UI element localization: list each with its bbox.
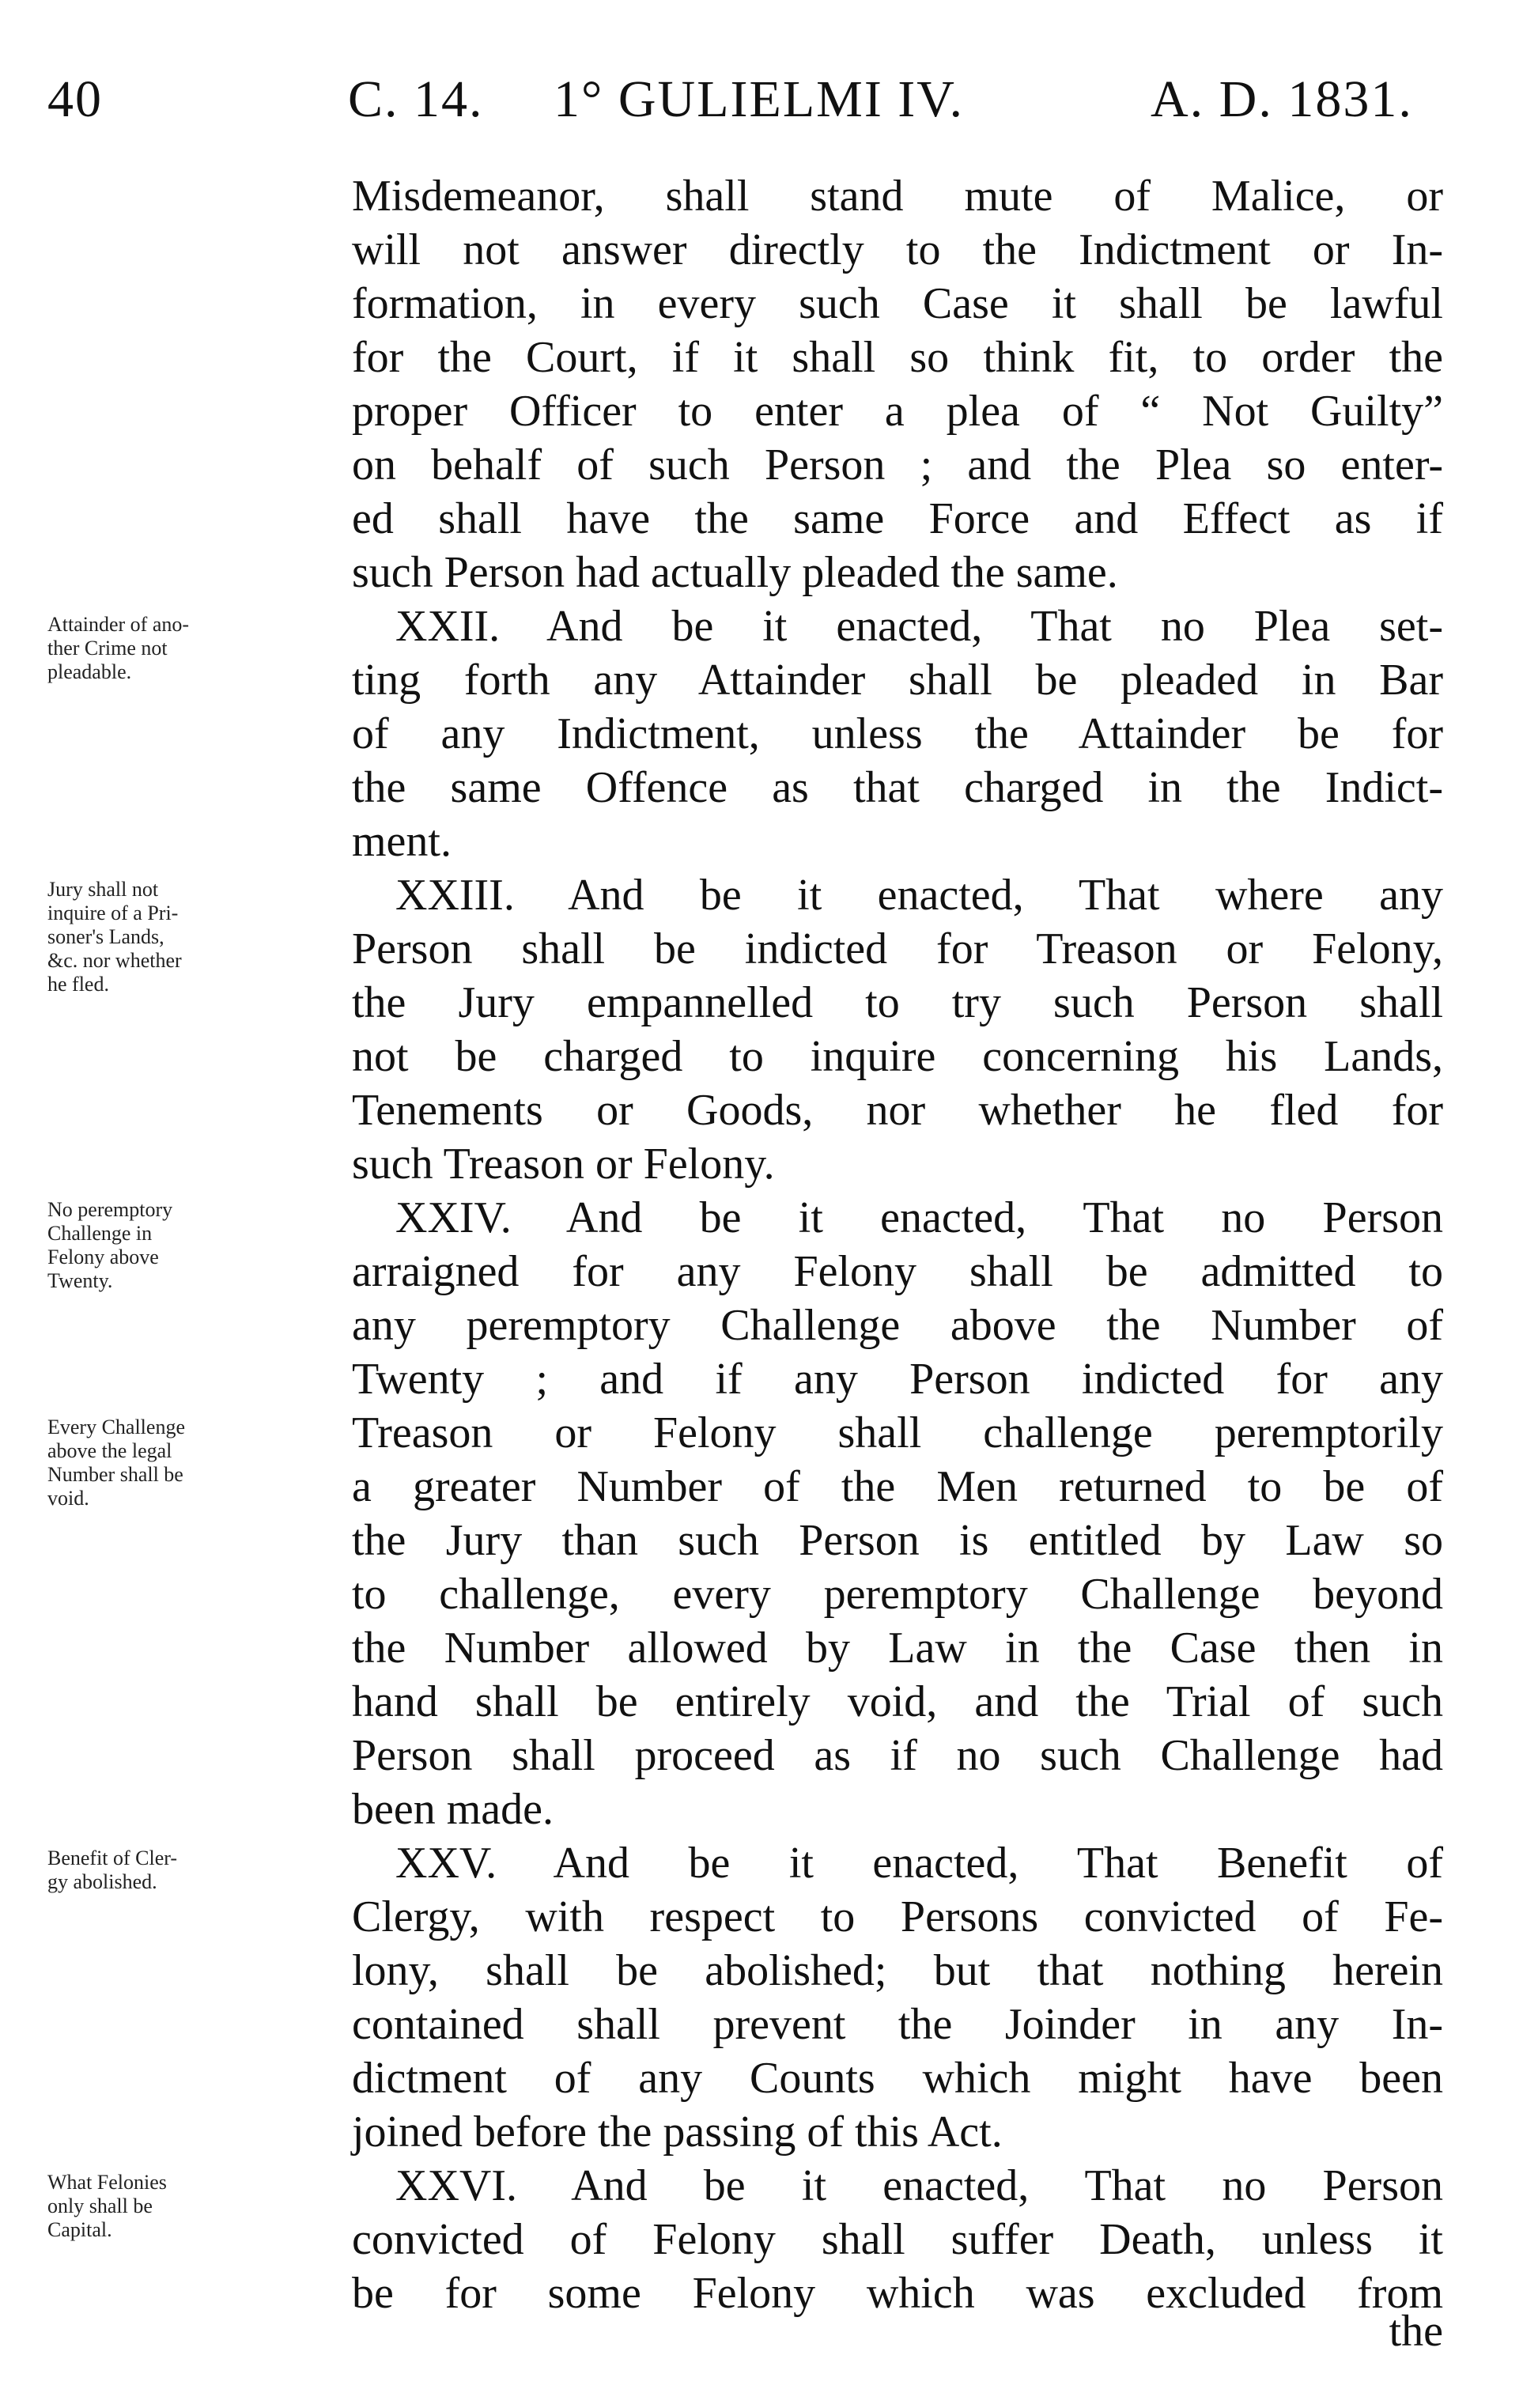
margin-note-line: Every Challenge [47,1416,185,1438]
margin-note-line: only shall be [47,2194,153,2217]
margin-note-line: ther Crime not [47,637,168,660]
text-line: on behalf of such Person ; and the Plea so enter- [352,440,1443,490]
text-line: the Jury than such Person is entitled by Law so [352,1516,1443,1565]
text-line: for the Court, if it shall so think fit, to order the [352,333,1443,382]
text-line: hand shall be entirely void, and the Trial of such [352,1677,1443,1726]
text-line: ting forth any Attainder shall be pleaded in Bar [352,656,1443,705]
text-line: ment. [352,817,452,866]
text-line: ed shall have the same Force and Effect as if [352,494,1443,543]
margin-note-peremptory [47,1198,316,1293]
margin-note-line: Felony above [47,1246,159,1268]
text-line: be for some Felony which was excluded from [352,2269,1443,2318]
chapter-number: C. 14. [348,70,484,128]
section-xxiv-heading: XXIV. And be it enacted, That no Person [395,1193,1443,1242]
text-line: Treason or Felony shall challenge peremptorily [352,1408,1443,1457]
text-line: will not answer directly to the Indictment or In- [352,225,1443,274]
section-xxv-heading: XXV. And be it enacted, That Benefit of [395,1839,1443,1888]
text-line: the Jury empannelled to try such Person shall [352,978,1443,1027]
margin-note-line: soner's Lands, [47,925,164,948]
margin-note-line: What Felonies [47,2171,167,2194]
margin-note-line: Capital. [47,2218,112,2241]
text-line: a greater Number of the Men returned to be of [352,1462,1443,1511]
margin-note-line: above the legal [47,1439,172,1462]
text-line: convicted of Felony shall suffer Death, unless it [352,2215,1443,2264]
text-line: not be charged to inquire concerning his Lands, [352,1032,1443,1081]
margin-note-line: Number shall be [47,1463,183,1486]
text-line: Twenty ; and if any Person indicted for any [352,1355,1443,1404]
text-line: dictment of any Counts which might have been [352,2054,1443,2103]
text-line: of any Indictment, unless the Attainder be for [352,709,1443,758]
regnal-year: 1° GULIELMI IV. [554,70,964,128]
margin-note-line: gy abolished. [47,1870,157,1893]
text-line: contained shall prevent the Joinder in any In- [352,2000,1443,2049]
section-xxvi-heading: XXVI. And be it enacted, That no Person [395,2161,1443,2210]
margin-note-line: Twenty. [47,1269,113,1292]
page-number: 40 [47,70,103,128]
catchword: the [1389,2307,1443,2356]
text-line: arraigned for any Felony shall be admitted to [352,1247,1443,1296]
calendar-year: A. D. 1831. [1151,70,1413,128]
margin-note-line: Benefit of Cler- [47,1847,178,1869]
margin-note-jury [47,878,316,996]
text-line: the Number allowed by Law in the Case then in [352,1624,1443,1673]
text-line: Misdemeanor, shall stand mute of Malice, or [352,172,1443,221]
text-line: joined before the passing of this Act. [352,2107,1003,2157]
text-line: been made. [352,1785,554,1834]
margin-note-line: he fled. [47,973,109,996]
text-line: to challenge, every peremptory Challenge beyond [352,1570,1443,1619]
margin-note-line: Attainder of ano- [47,613,190,636]
margin-note-capital-felonies [47,2171,316,2242]
margin-note-line: Jury shall not [47,878,159,901]
running-header [47,70,1479,133]
margin-note-attainder [47,613,316,684]
text-line: Clergy, with respect to Persons convicted of Fe- [352,1892,1443,1941]
text-line: any peremptory Challenge above the Number of [352,1301,1443,1350]
margin-note-line: void. [47,1487,89,1510]
margin-note-benefit-of-clergy [47,1847,316,1894]
margin-note-line: inquire of a Pri- [47,902,179,924]
text-line: Person shall be indicted for Treason or Felony, [352,924,1443,973]
margin-note-line: &c. nor whether [47,949,182,972]
text-line: such Treason or Felony. [352,1140,775,1189]
text-line: proper Officer to enter a plea of “ Not Guilty” [352,387,1443,436]
text-line: lony, shall be abolished; but that nothing herein [352,1946,1443,1995]
text-line: formation, in every such Case it shall be lawful [352,279,1443,328]
text-line: Person shall proceed as if no such Challenge had [352,1731,1443,1780]
margin-note-challenge-void [47,1416,316,1510]
text-line: such Person had actually pleaded the same. [352,548,1118,597]
section-xxii-heading: XXII. And be it enacted, That no Plea set- [395,602,1443,651]
section-xxiii-heading: XXIII. And be it enacted, That where any [395,871,1443,920]
text-line: Tenements or Goods, nor whether he fled for [352,1086,1443,1135]
margin-note-line: pleadable. [47,660,132,683]
text-line: the same Offence as that charged in the Indict- [352,763,1443,812]
margin-note-line: No peremptory [47,1198,173,1221]
margin-note-line: Challenge in [47,1222,153,1245]
